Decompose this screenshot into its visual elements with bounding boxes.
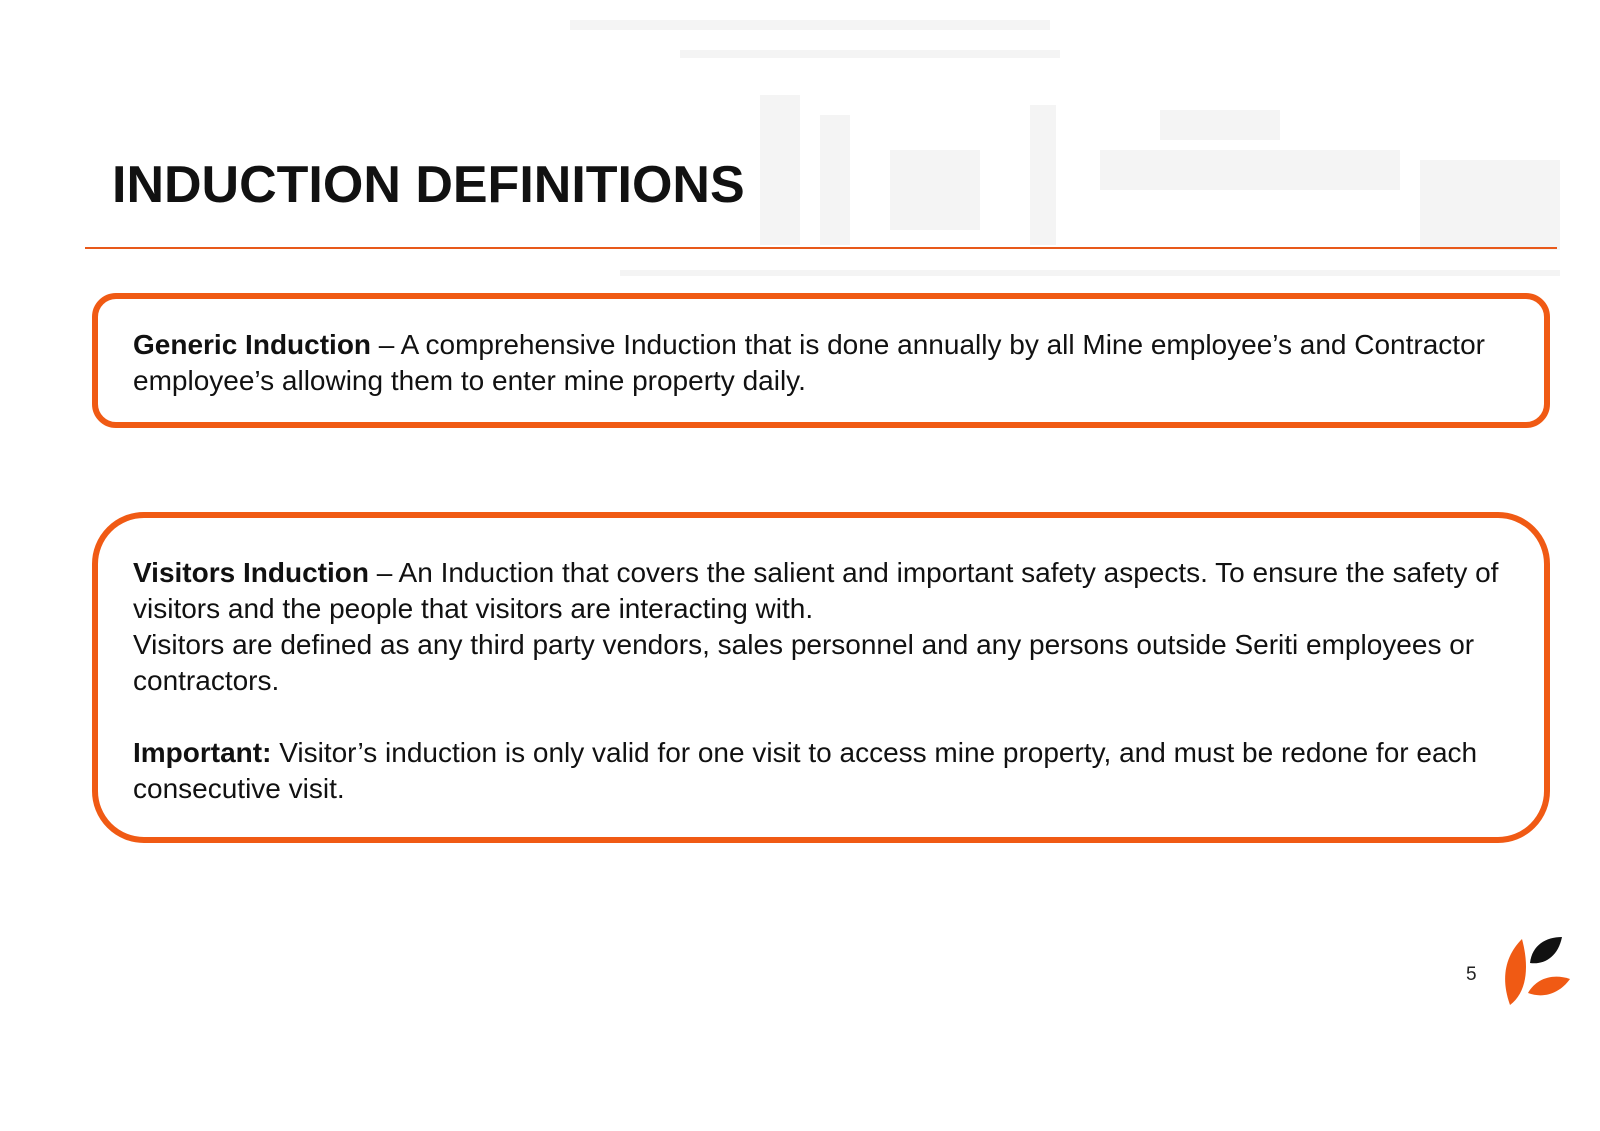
important-label: Important: <box>133 737 272 768</box>
visitors-induction-box <box>92 512 1550 843</box>
paragraph-spacer <box>133 699 1510 735</box>
visitors-induction-text: An Induction that covers the salient and important safety aspects. To ensure the safety of visitors and the people that visitors are interacting with. <box>133 557 1499 624</box>
visitors-induction-dash: – <box>368 557 399 588</box>
generic-induction-text: A comprehensive Induction that is done annually by all Mine employee’s and Contractor employee’s allowing them to enter mine property daily. <box>133 329 1485 396</box>
visitors-induction-term: Visitors Induction <box>133 557 369 588</box>
important-text: Visitor’s induction is only valid for one visit to access mine property, and must be redone for each consecutive visit. <box>133 737 1478 804</box>
seriti-leaf-logo-icon <box>1500 935 1580 1007</box>
page-title: INDUCTION DEFINITIONS <box>112 156 745 214</box>
important-note-paragraph <box>133 735 1510 807</box>
generic-induction-dash: – <box>371 329 401 360</box>
page-number: 5 <box>1466 964 1477 985</box>
generic-induction-box <box>92 293 1550 428</box>
generic-induction-paragraph <box>133 327 1510 399</box>
generic-induction-term: Generic Induction <box>133 329 372 360</box>
title-divider <box>85 247 1557 249</box>
visitors-induction-paragraph <box>133 555 1510 627</box>
visitors-definition-paragraph: Visitors are defined as any third party vendors, sales personnel and any persons outside Seriti employees or contractors. <box>133 629 1475 696</box>
